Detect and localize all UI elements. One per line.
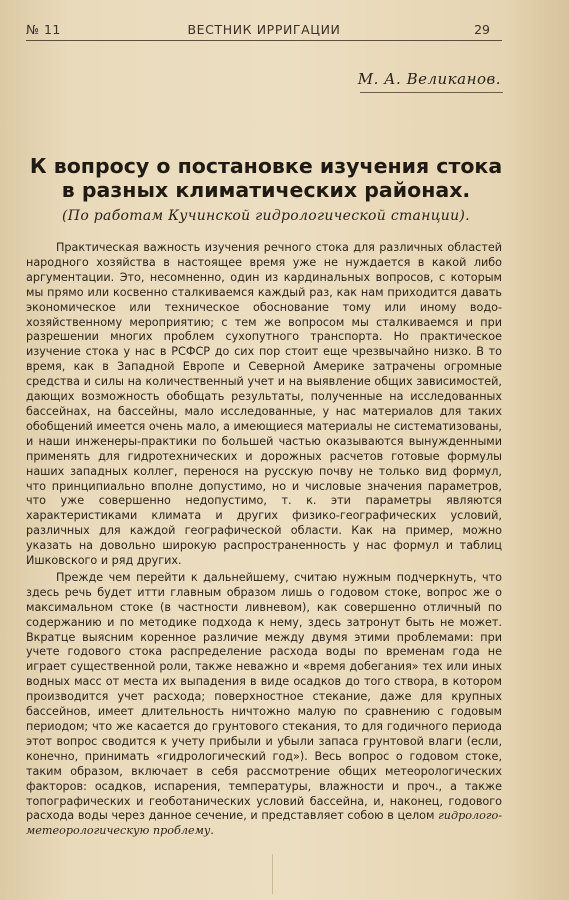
paragraph-2-emphasis: гидролого-метеорологическую проблему [26,809,502,838]
page-number: 29 [474,22,490,37]
article-subtitle: (По работам Кучинской гидрологической станции). [62,208,470,224]
issue-number: № 11 [26,22,61,37]
page-crease [272,854,273,894]
running-header [26,22,502,41]
journal-title: ВЕСТНИК ИРРИГАЦИИ [187,22,341,37]
title-line-2: в разных климатических районах. [61,178,471,202]
paragraph-2-text: Прежде чем перейти к дальнейшему, считаю нужным подчеркнуть, что здесь речь будет итти главным образом лишь о годовом стоке, вопрос же о максимальном стоке (в частности ливневом), как совершенно отличный по содержанию и по методике подхода к нему, здесь затронут быть не может. Вкратце выясним коренное различие между двумя этими проблемами: при учете годового стока распределение расхода воды по временам года не играет существенной роли, также неважно и «время добегания» тех или иных водных масс от места их выпадения в виде осадков до того створа, в котором производится учет расхода; поверхностное стекание, даже для крупных бассейнов, имеет длительность ничтожно малую по сравнению с годовым периодом; что же касается до грунтового стекания, то для годичного периода этот вопрос сводится к учету прибыли и убыли запаса грунтовой влаги (если, конечно, принимать «гидрологический год»). Весь вопрос о годовом стоке, таким образом, включает в себя рассмотрение общих метеорологических факторов: осадков, испарения, температуры, влажности и проч., а также топографических и геоботанических условий бассейна, и, наконец, годового расхода воды через данное сечение, и представляет собою в целом [26,570,502,823]
article-title [26,154,506,202]
article-body [26,241,502,839]
paragraph-1: Практическая важность изучения речного стока для различных областей народного хозяйства в настоящее время уже не нуждается в какой либо аргументации. Это, несомненно, один из кардинальных вопросов, с которым мы прямо или косвенно сталкиваемся каждый раз, как нам приходится давать экономическое или техническое обоснование тому или иному водо-хозяйственному мероприятию; с тем же вопросом мы сталкиваемся и при разрешении многих проблем сухопутного транспорта. Но практическое изучение стока у нас в РСФСР до сих пор стоит еще чрезвычайно низко. В то время, как в Западной Европе и Северной Америке затрачены огромные средства и силы на количественный учет и на выявление общих зависимостей, дающих возможность обобщать результаты, полученные на исследованных бассейнах, на бассейны, мало исследованные, у нас материалов для таких обобщений имеется очень мало, а имеющиеся материалы не систематизованы, и наши инженеры-практики по большей частью оказываются вынужденными применять для гидротехнических и дорожных расчетов готовые формулы наших западных коллег, перенося на русскую почву не только вид формул, что принципиально вполне допустимо, но и числовые значения параметров, что уже совершенно недопустимо, т. к. эти параметры являются характеристиками климата и других физико-географических условий, различных для каждой географической области. Как на пример, можно указать на довольно широкую распространенность у нас формул и таблиц Ишковского и ряд других. [26,241,502,568]
author-underline [360,92,503,93]
author-name: М. А. Великанов. [357,70,501,88]
paragraph-2-end: . [210,824,214,838]
title-line-1: К вопросу о постановке изучения стока [29,154,503,178]
paragraph-2 [26,571,502,839]
